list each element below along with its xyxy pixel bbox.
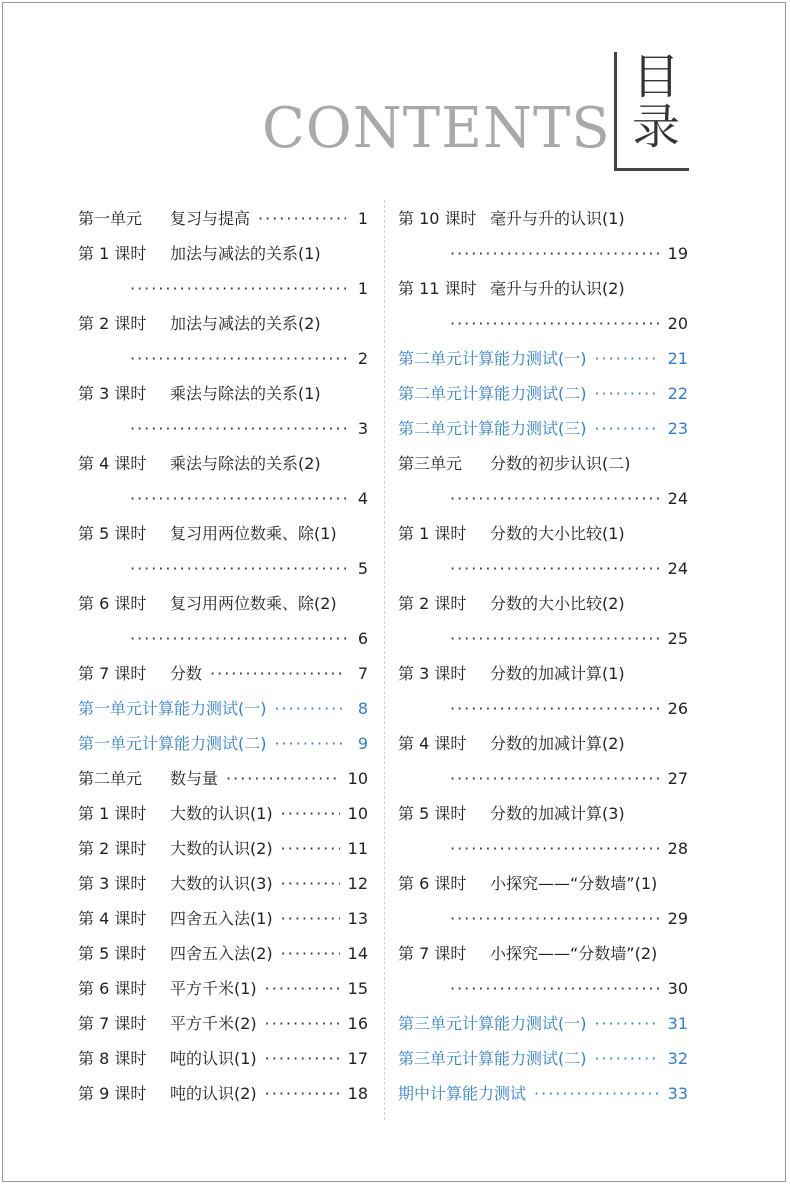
toc-entry-page-line[interactable] [398,614,688,649]
page-number: 5 [357,559,368,578]
leader-dots [130,419,346,439]
entry-title: 分数的加减计算(3) [490,804,625,823]
column-divider [384,200,385,1120]
mulu-char-bottom: 录 [631,99,680,155]
leader-dots [265,1049,340,1069]
toc-entry-lesson[interactable] [78,894,368,929]
toc-entry-lesson[interactable] [78,299,368,334]
page-number: 20 [667,314,688,333]
page-number: 32 [667,1049,688,1068]
entry-label [398,664,625,684]
page-number: 9 [357,734,368,753]
entry-label [398,209,625,229]
lesson-label: 第 4 课时 [398,734,467,753]
leader-dots [450,699,660,719]
toc-entry-lesson[interactable] [78,999,368,1034]
toc-entry-lesson[interactable] [398,579,688,614]
toc-entry-test[interactable] [78,684,368,719]
entry-label [78,594,337,614]
toc-entry-page-line[interactable] [398,894,688,929]
entry-label: 第一单元计算能力测试(二) [78,734,267,753]
page-number: 11 [347,839,368,858]
page-number: 16 [347,1014,368,1033]
lesson-label: 第 6 课时 [78,979,147,998]
toc-entry-lesson[interactable] [78,649,368,684]
entry-label: 第二单元计算能力测试(二) [398,384,587,403]
leader-dots [265,1014,340,1034]
entry-title: 分数的大小比较(1) [490,524,625,543]
lesson-label: 第 5 课时 [398,804,467,823]
leader-dots [130,629,346,649]
toc-entry-lesson[interactable] [78,824,368,859]
page-number: 29 [667,909,688,928]
lesson-label: 第 4 课时 [78,454,147,473]
entry-title: 吨的认识(1) [170,1049,257,1068]
entry-title: 平方千米(2) [170,1014,257,1033]
toc-entry-page-line[interactable] [398,544,688,579]
leader-dots [450,489,660,509]
toc-entry-lesson[interactable] [78,579,368,614]
toc-entry-lesson[interactable] [78,1034,368,1069]
entry-title: 分数的加减计算(2) [490,734,625,753]
lesson-label: 第 3 课时 [78,874,147,893]
toc-entry-lesson[interactable] [398,194,688,229]
page-number: 10 [347,769,368,788]
lesson-label: 第 4 课时 [78,909,147,928]
leader-dots [450,909,660,929]
lesson-label: 第 6 课时 [398,874,467,893]
entry-title: 乘法与除法的关系(1) [170,384,321,403]
page-number: 13 [347,909,368,928]
leader-dots [450,839,660,859]
leader-dots [210,664,346,684]
entry-title: 加法与减法的关系(1) [170,244,321,263]
entry-label [78,209,250,229]
page-number: 6 [357,629,368,648]
mulu-title [614,49,689,171]
page-number: 24 [667,559,688,578]
toc-entry-page-line[interactable] [398,299,688,334]
entry-title: 数与量 [170,769,219,788]
toc-entry-test[interactable] [398,404,688,439]
lesson-label: 第 7 课时 [78,664,147,683]
entry-label [78,1049,257,1069]
page-number: 1 [357,279,368,298]
lesson-label: 第 3 课时 [398,664,467,683]
page-number: 4 [357,489,368,508]
entry-label [78,664,202,684]
toc-entry-page-line[interactable] [398,824,688,859]
leader-dots [281,909,340,929]
leader-dots [275,699,347,719]
entry-label [78,454,321,474]
leader-dots [226,769,340,789]
entry-label [398,874,657,894]
lesson-label: 第 2 课时 [398,594,467,613]
leader-dots [281,839,340,859]
toc-entry-lesson[interactable] [78,369,368,404]
entry-label [78,524,337,544]
leader-dots [265,979,340,999]
entry-title: 吨的认识(2) [170,1084,257,1103]
toc-entry-unit[interactable] [398,439,688,474]
entry-label [78,909,273,929]
entry-title: 四舍五入法(1) [170,909,273,928]
page-number: 7 [357,664,368,683]
page-number: 15 [347,979,368,998]
page-number: 30 [667,979,688,998]
leader-dots [281,874,340,894]
entry-title: 小探究——“分数墙”(1) [490,874,658,893]
entry-label [78,944,273,964]
leader-dots [595,1014,660,1034]
entry-label [398,804,625,824]
toc-entry-lesson[interactable] [398,789,688,824]
toc-entry-lesson[interactable] [78,229,368,264]
toc-entry-lesson[interactable] [398,859,688,894]
entry-label [78,874,273,894]
toc-entry-page-line[interactable] [78,474,368,509]
entry-title: 分数 [170,664,203,683]
entry-label [398,594,625,614]
unit-label: 第三单元 [398,454,463,473]
entry-title: 加法与减法的关系(2) [170,314,321,333]
page-number: 21 [667,349,688,368]
toc-entry-lesson[interactable] [398,509,688,544]
toc-entry-page-line[interactable] [78,544,368,579]
entry-title: 四舍五入法(2) [170,944,273,963]
toc-entry-page-line[interactable] [398,474,688,509]
entry-title: 大数的认识(1) [170,804,273,823]
page-number: 8 [357,699,368,718]
leader-dots [265,1084,340,1104]
leader-dots [281,804,340,824]
page-number: 23 [667,419,688,438]
entry-label [78,1084,257,1104]
entry-title: 乘法与除法的关系(2) [170,454,321,473]
mulu-char-top: 目 [631,49,680,105]
leader-dots [595,1049,660,1069]
lesson-label: 第 5 课时 [78,524,147,543]
toc-entry-lesson[interactable] [78,929,368,964]
page-number: 33 [667,1084,688,1103]
entry-label: 期中计算能力测试 [398,1084,527,1103]
entry-label: 第二单元计算能力测试(一) [398,349,587,368]
toc-entry-page-line[interactable] [398,964,688,999]
toc-entry-lesson[interactable] [398,929,688,964]
contents-heading: CONTENTS [262,96,611,161]
page-number: 31 [667,1014,688,1033]
leader-dots [450,629,660,649]
lesson-label: 第 5 课时 [78,944,147,963]
entry-label: 第三单元计算能力测试(二) [398,1049,587,1068]
page-number: 2 [357,349,368,368]
toc-entry-lesson[interactable] [398,649,688,684]
toc-entry-lesson[interactable] [78,964,368,999]
entry-title: 复习与提高 [170,209,251,228]
lesson-label: 第 10 课时 [398,209,477,228]
leader-dots [450,979,660,999]
page-number: 19 [667,244,688,263]
entry-label [78,314,321,334]
leader-dots [450,769,660,789]
leader-dots [130,559,346,579]
leader-dots [281,944,340,964]
lesson-label: 第 7 课时 [78,1014,147,1033]
lesson-label: 第 2 课时 [78,839,147,858]
entry-label [78,384,321,404]
page-number: 22 [667,384,688,403]
lesson-label: 第 7 课时 [398,944,467,963]
toc-entry-page-line[interactable] [78,264,368,299]
leader-dots [595,349,660,369]
entry-label [398,734,625,754]
page-number: 24 [667,489,688,508]
page-number: 12 [347,874,368,893]
page-number: 28 [667,839,688,858]
leader-dots [595,419,660,439]
page-number: 17 [347,1049,368,1068]
toc-entry-test[interactable] [398,999,688,1034]
lesson-label: 第 2 课时 [78,314,147,333]
toc-entry-page-line[interactable] [78,404,368,439]
page-number: 26 [667,699,688,718]
toc-entry-unit[interactable] [78,194,368,229]
entry-label [398,454,631,474]
toc-left-column [78,194,368,1104]
toc-entry-page-line[interactable] [398,754,688,789]
leader-dots [130,279,346,299]
toc-right-column [398,194,688,1104]
page-number: 10 [347,804,368,823]
entry-title: 小探究——“分数墙”(2) [490,944,658,963]
lesson-label: 第 1 课时 [398,524,467,543]
entry-title: 毫升与升的认识(1) [490,209,625,228]
toc-entry-unit[interactable] [78,754,368,789]
leader-dots [275,734,347,754]
lesson-label: 第 8 课时 [78,1049,147,1068]
toc-entry-page-line[interactable] [78,614,368,649]
toc-entry-test[interactable] [398,1034,688,1069]
toc-entry-test[interactable] [398,1069,688,1104]
lesson-label: 第 11 课时 [398,279,477,298]
toc-entry-lesson[interactable] [78,859,368,894]
page-number: 27 [667,769,688,788]
entry-title: 毫升与升的认识(2) [490,279,625,298]
leader-dots [595,384,660,404]
entry-label [78,804,273,824]
entry-title: 平方千米(1) [170,979,257,998]
entry-label [78,769,218,789]
entry-title: 大数的认识(3) [170,874,273,893]
entry-title: 分数的初步认识(二) [490,454,631,473]
toc-entry-page-line[interactable] [398,684,688,719]
page-number: 18 [347,1084,368,1103]
leader-dots [450,314,660,334]
leader-dots [130,349,346,369]
leader-dots [258,209,346,229]
entry-label [398,279,625,299]
lesson-label: 第 6 课时 [78,594,147,613]
toc-entry-lesson[interactable] [78,439,368,474]
toc-entry-lesson[interactable] [398,264,688,299]
toc-entry-test[interactable] [398,369,688,404]
toc-entry-test[interactable] [398,334,688,369]
toc-entry-page-line[interactable] [78,334,368,369]
leader-dots [130,489,346,509]
entry-label [78,244,321,264]
entry-title: 大数的认识(2) [170,839,273,858]
page-number: 25 [667,629,688,648]
entry-label: 第二单元计算能力测试(三) [398,419,587,438]
lesson-label: 第 3 课时 [78,384,147,403]
leader-dots [450,244,660,264]
page-number: 1 [357,209,368,228]
entry-title: 分数的大小比较(2) [490,594,625,613]
lesson-label: 第 1 课时 [78,244,147,263]
entry-title: 复习用两位数乘、除(2) [170,594,337,613]
lesson-label: 第 1 课时 [78,804,147,823]
lesson-label: 第 9 课时 [78,1084,147,1103]
leader-dots [534,1084,660,1104]
toc-entry-test[interactable] [78,719,368,754]
entry-title: 分数的加减计算(1) [490,664,625,683]
entry-label [78,979,257,999]
toc-entry-lesson[interactable] [78,509,368,544]
unit-label: 第一单元 [78,209,143,228]
entry-label [398,944,657,964]
entry-label [398,524,625,544]
entry-label [78,1014,257,1034]
page-number: 14 [347,944,368,963]
unit-label: 第二单元 [78,769,143,788]
toc-entry-lesson[interactable] [78,1069,368,1104]
toc-entry-lesson[interactable] [78,789,368,824]
entry-label [78,839,273,859]
toc-entry-page-line[interactable] [398,229,688,264]
entry-label: 第三单元计算能力测试(一) [398,1014,587,1033]
leader-dots [450,559,660,579]
entry-label: 第一单元计算能力测试(一) [78,699,267,718]
toc-entry-lesson[interactable] [398,719,688,754]
page-number: 3 [357,419,368,438]
entry-title: 复习用两位数乘、除(1) [170,524,337,543]
